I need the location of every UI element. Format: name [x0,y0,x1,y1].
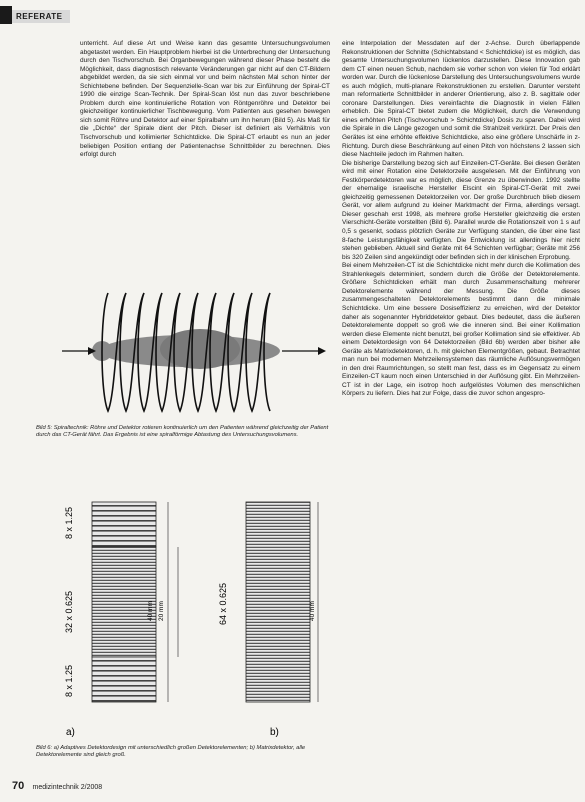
detector-a-bottom-block [92,657,156,702]
detector-a-bottom-label: 8 x 1.25 [64,664,74,697]
detector-a-top-label: 8 x 1.25 [64,506,74,539]
figure-6-detector-diagram [36,497,330,742]
detector-a-middle-label: 32 x 0.625 [64,590,74,633]
detector-a-dim-inner: 20 mm [158,601,165,621]
detector-a-dim-outer: 40 mm [147,601,154,621]
header-accent-bar [0,6,12,24]
left-paragraph: unterricht. Auf diese Art und Weise kann das gesamte Untersuchungsvolumen abgetastet werden. Ein Hauptproblem hierbei ist die Unterbrechung der Untersuchung durch den Tischvorschub. Bei Organbewegungen während dieser Phase besteht die Möglichkeit, dass diagnostisch relevante Veränderungen gar nicht auf den CT-Bildern abgebildet werden, da sie sich einmal vor und beim nächsten Mal schon hinter der Schichtebene befinden. Der Sequenzielle-Scan war bis zur Einführung der Spiral-CT 1990 die einzige Scan-Technik. Der Spiral-Scan löst nun das zuvor beschriebene Problem durch eine kontinuierliche Rotation von Röntgenröhre und Detektor bei gleichzeitiger kontinuierlicher Tischbewegung. Vom Patienten aus gesehen bewegen sich somit Röhre und Detektor auf einer Spiralbahn um ihn herum (Bild 5). Als Maß für die „Dichte“ der Spirale dient der Pitch. Dieser ist definiert als Verhältnis von Tischvorschub und kollimierter Schichtdicke. Die Spiral-CT erlaubt es nun an jeder beliebigen Position entlang der Patientenachse Schnittbilder zu berechnen. Dies erfolgt durch [80,40,330,159]
journal-issue: medizintechnik 2/2008 [32,784,103,791]
page-number: 70 [12,780,25,792]
detector-a-top-block [92,502,156,547]
right-paragraph: eine Interpolation der Messdaten auf der z-Achse. Durch überlappende Rekonstruktionen der Schnitte (Schichtabstand < Schichtdicke) ist es möglich, das gesamte Untersuchungsvolumen lückenlos darzustellen. Diese Innovation gab dem CT einen neuen Schub, nachdem sie vorher schon von vielen für Tod erklärt worden war. Durch die lückenlose Darstellung des Untersuchungsvolumens wurde es auch möglich, multi-planare Rekonstruktionen zu erstellen. Darunter versteht man reformatierte Schnittbilder in anderer Orientierung, also z. B. sagittale oder coronare Darstellungen. Dies vereinfachte die Diagnostik in vielen Fällen erheblich. Die Spiral-CT bietet zudem die Möglichkeit, durch die Verwendung eines erhöhten Pitch (Tischvorschub > Schichtdicke) Dosis zu sparen. Dabei wird die Spirale in die Länge gezogen und somit die Strahlzeit verkürzt. Der Preis den Gerätes ist eine erhöhte effektive Schichtdicke, also eine größere Unschärfe in z-Richtung. Durch diese Beschränkung auf einen Pitch von höchstens 2 lassen sich diese Nachteile jedoch im Rahmen halten. [342,40,580,159]
right-paragraph: Die bisherige Darstellung bezog sich auf Einzeilen-CT-Geräte. Bei diesen Geräten wird mit einer Rotation eine Detektorzeile ausgelesen. Mit der Einführung von Festkörperdetektoren war es möglich, diese Grenze zu überwinden. 1992 stellte der ehemalige israelische Hersteller Elscint ein Spiral-CT-Gerät mit zwei gleichzeitig gemessenen Detektorzeilen vor. Der große Durchbruch blieb diesem Gerät, vor allem aufgrund zu kleiner Marktmacht der Firma, allerdings versagt. Dieser geschah erst 1998, als mehrere große Hersteller gleichzeitig die ersten Vierschicht-Geräte vorstellten (Bild 6). Parallel wurde die Rotationszeit von 1 s auf 0,5 s gesenkt, sodass plötzlich Geräte zur Verfügung standen, die über eine fast 8-fache Leistungsfähigkeit verfügten. Die Entwicklung ist allerdings hier nicht stehen geblieben. Aktuell sind Geräte mit 64 Schichten verfügbar; Geräte mit 256 bis 320 Zeilen sind angekündigt oder befinden sich in der klinischen Erprobung. [342,159,580,261]
figure-6-caption: Bild 6: a) Adaptives Detektordesign mit unterschiedlich großen Detektorelementen; b) Matrixdetektor, alle Detektorelemente sind gleich groß. [36,745,306,759]
right-paragraph: Bei einem Mehrzeilen-CT ist die Schichtdicke nicht mehr durch die Kollimation des Strahlenkegels determiniert, sondern durch die Größe der Detektorelemente. Größere Schichtdicken erhält man durch Zusammenschaltung mehrerer Detektorelemente während der Messung. Die Größe dieses zusammengeschalteten Detektorelements bestimmt dann die minimale Schichtdicke. Um eine bessere Dosiseffizienz zu erreichen, wird der Detektor daher als sogenannter Hybriddetektor gebaut. Dies bedeutet, dass die äußeren Detektorelemente doppelt so groß wie die inneren sind. Bei einer Kollimation werden diese Elemente nicht benutzt, bei großer Kollimation sind sie effektiver. Ab einem Detektordesign von 64 Detektorzeilen (Bild 6b) werden aber bisher alle Geräte als Matrixdetektoren, d. h. mit gleichen Elementgrößen, gebaut. Betrachtet man nun bei modernen Mehrzeilensystemen das räumliche Auflösungsvermögen in den drei Raumrichtungen, so stellt man fest, dass es im Gegensatz zu einem Einzeilen-CT kaum noch einen Unterschied in der Auflösung gibt. Ein Mehrzeilen-CT ist in der Lage, ein isotrop hoch aufgelöstes Volumen des menschlichen Körpers zu liefern. Dies hat zur Folge, dass die zuvor schon angespro- [342,262,580,398]
section-tag: REFERATE [12,10,70,23]
figure-5-spiral-diagram [60,273,330,423]
detector-b [246,502,318,702]
detector-a-label: a) [66,727,75,738]
detector-b-dim: 40 mm [309,601,316,621]
detector-a [92,502,178,702]
page-header [0,0,585,28]
left-column [80,40,330,160]
figure-5-caption: Bild 5: Spiraltechnik: Röhre und Detektor rotieren kontinuierlich um den Patienten während gleichzeitig der Patient durch das CT-Gerät fährt. Das Ergebnis ist eine spiralförmige Abtastung des Untersuchungsvolumens. [36,425,329,439]
page-footer [12,780,102,792]
right-column [342,40,580,399]
detector-b-label: b) [270,727,279,738]
detector-b-block [246,502,310,702]
detector-b-middle-label: 64 x 0.625 [218,582,228,625]
arrow-right-head [318,347,326,355]
